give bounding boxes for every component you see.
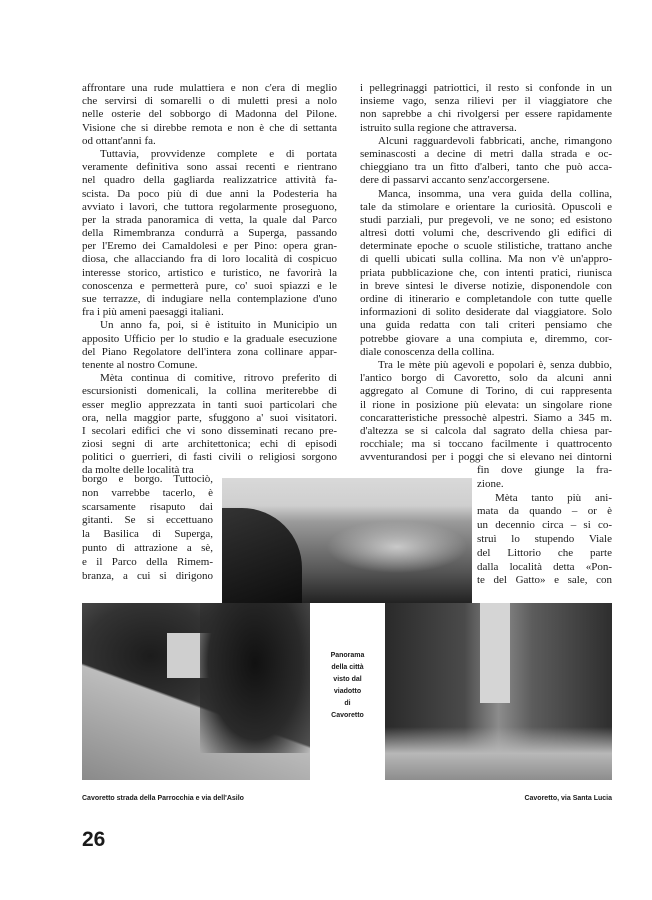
text-line: chieggiano tra un fitto d'alberi, tanto che può acca- xyxy=(360,161,612,174)
text-line: che servirsi di somarelli o di muletti presi a nolo xyxy=(82,95,337,108)
text-line: nelle osterie del sobborgo di Madonna del Pilone. xyxy=(82,108,337,121)
text-line: per la strada panoramica di vetta, la quale dal Parco xyxy=(82,213,337,226)
text-line: i pellegrinaggi patriottici, il resto si confonde in un xyxy=(360,82,612,94)
text-line: ordine di itinerario e completandole con tutte quelle xyxy=(360,293,612,305)
text-line: dalla località detta «Pon- xyxy=(477,560,612,573)
panorama-caption xyxy=(312,650,383,722)
text-line: fra i più ameni paesaggi italiani. xyxy=(82,306,224,319)
text-line: aggregato al Comune di Torino, di cui rappresenta xyxy=(360,385,612,398)
right-narrow-column xyxy=(477,463,612,587)
caption-line: di xyxy=(344,700,351,707)
text-line: non varrebbe tacerlo, è xyxy=(82,486,213,499)
right-column xyxy=(360,82,612,464)
text-line: Mèta tanto più ani- xyxy=(495,491,612,504)
text-line: e il Parco della Rimem- xyxy=(82,555,213,568)
text-line: Tuttavia, provvidenze complete e di portata xyxy=(100,147,337,160)
caption-line: visto dal xyxy=(333,676,362,683)
text-line: il rione in posizione più elevata: un singolare rione xyxy=(360,398,612,411)
text-line: scarsamente risaputo dai xyxy=(82,500,213,513)
text-line: branza, a cui si dirigono xyxy=(82,569,213,582)
text-line: priata pubblicazione che, con intenti pratici, riunisca xyxy=(360,266,612,279)
text-line: Alcuni ragguardevoli fabbricati, anche, rimangono xyxy=(378,134,612,147)
caption-line: Cavoretto xyxy=(331,712,364,719)
text-line: diale conoscenza della collina. xyxy=(360,345,495,358)
text-line: scista. Da poco più di due anni la Podesteria ha xyxy=(82,187,337,200)
text-line: da molte delle località tra xyxy=(82,464,194,477)
text-line: apposito Ufficio per lo studio e la graduale esecuzione xyxy=(82,332,337,345)
text-line: informazioni di solito desiderate dal viaggiatore. Solo xyxy=(360,306,612,319)
text-line: altresì dotti volumi che, descrivendo gli edifici di xyxy=(360,227,612,240)
text-line: rocchiale; ma si toccano facilmente i quattrocento xyxy=(360,438,612,451)
text-line: del Littorio che parte xyxy=(477,546,612,559)
text-line: Visione che si direbbe remota e non è che di settanta xyxy=(82,121,337,134)
text-line: una guida redatta con tali criteri pensiamo che xyxy=(360,319,612,332)
panorama-photo xyxy=(222,478,472,603)
text-line: veramente definitiva sono assai recenti e rientrano xyxy=(82,161,337,174)
text-line: zione. xyxy=(477,477,504,490)
text-line: per l'Eremo dei Camaldolesi e per Pino: opera gran- xyxy=(82,240,337,253)
text-line: struì lo stupendo Viale xyxy=(477,532,612,545)
left-column xyxy=(82,82,337,478)
left-photo-caption: Cavoretto strada della Parrocchia e via dell'Asilo xyxy=(82,795,244,802)
text-line: ora, nella maggior parte, sfuggono a' suoi visitatori. xyxy=(82,411,337,424)
left-narrow-column xyxy=(82,473,213,583)
text-line: te del Gatto» e sale, con xyxy=(477,574,612,587)
text-line: I secolari edifici che vi sono disseminati recano pre- xyxy=(82,424,337,437)
text-line: gitanti. Se si eccettuano xyxy=(82,514,213,527)
text-line: sue terrazze, di indugiare nella contemplazione d'uno xyxy=(82,293,337,305)
text-line: Mèta continua di comitive, ritrovo preferito di xyxy=(100,372,337,385)
text-line: d'altezza se si calcola dal sagrato della chiesa par- xyxy=(360,424,612,437)
text-line: affrontare una rude mulattiera e non c'era di meglio xyxy=(82,82,337,94)
text-line: del Piano Regolatore dell'intera zona collinare appar- xyxy=(82,345,337,358)
street-photo-santa-lucia xyxy=(385,603,612,780)
text-line: interesse storico, artistico e turistico, ne favorirà la xyxy=(82,266,337,279)
text-line: esser meglio apprezzata in tanti suoi particolari che xyxy=(82,398,337,411)
caption-line: Panorama xyxy=(330,652,365,659)
text-line: istruito sulla regione che attraversa. xyxy=(360,121,517,134)
text-line: determinate epoche o scuole stilistiche, trattano anche xyxy=(360,240,612,253)
page-number: 26 xyxy=(82,828,106,851)
text-line: politici o guerrieri, di fasti civili o religiosi sorgono xyxy=(82,451,337,464)
text-line: potrebbe giovare a una compiuta e, diremmo, cor- xyxy=(360,332,612,345)
text-line: della Rimembranza condurrà a Superga, passando xyxy=(82,227,337,240)
text-line: escursionisti domenicali, la collina meriterebbe di xyxy=(82,385,337,398)
text-line: Manca, insomma, una vera guida della collina, xyxy=(378,187,612,200)
text-line: in breve sintesi le diverse notizie, disponendole con xyxy=(360,279,612,292)
text-line: conoscenza e permetterà pure, co' suoi spiazzi e le xyxy=(82,279,337,292)
text-line: di quelli ubicati sulla collina. Ma non v'è un'appro- xyxy=(360,253,612,266)
text-line: punto di attrazione a sè, xyxy=(82,541,213,554)
right-photo-caption: Cavoretto, via Santa Lucia xyxy=(524,795,612,802)
text-line: fin dove giunge la fra- xyxy=(477,464,612,476)
text-line: non saprebbe a chi rivolgersi per essere rapidamente xyxy=(360,108,612,121)
street-photo-parrocchia xyxy=(82,603,310,780)
text-line: avventurandosi per i poggi che si elevano nei dintorni xyxy=(360,451,612,464)
text-line: avviato i lavori, che tuttora regolarmente proseguono, xyxy=(82,200,337,213)
text-line: dere di passarvi accanto senz'accorgersene. xyxy=(360,174,550,187)
text-line: Un anno fa, poi, si è istituito in Municipio un xyxy=(100,319,337,332)
text-line: studi parziali, pur pregevoli, ve ne sono; ed esistono xyxy=(360,213,612,226)
text-line: tale da stimolare e orientare la curiosità. Opuscoli e xyxy=(360,200,612,213)
text-line: diosa, che allacciando fra di loro località di cospicuo xyxy=(82,253,337,266)
text-line: concaratteristiche pressochè alpestri. Siamo a 345 m. xyxy=(360,411,612,424)
text-line: nel quadro della gagliarda realizzatrice attività fa- xyxy=(82,174,337,187)
text-line: seminascosti a decine di metri dalla strada e oc- xyxy=(360,147,612,160)
text-line: tenente al nostro Comune. xyxy=(82,358,198,371)
text-line: mata da quando – or è xyxy=(477,505,612,518)
text-line: od ottant'anni fa. xyxy=(82,134,156,147)
text-line: Tra le mète più agevoli e popolari è, senza dubbio, xyxy=(378,358,612,371)
caption-line: della città xyxy=(331,664,364,671)
text-line: un decennio circa – si co- xyxy=(477,519,612,532)
text-line: ziosi segni di arte architettonica; echi di episodi xyxy=(82,438,337,451)
caption-line: viadotto xyxy=(333,688,362,695)
text-line: l'antico borgo di Cavoretto, solo da alcuni anni xyxy=(360,372,612,385)
text-line: la Basilica di Superga, xyxy=(82,528,213,541)
text-line: insieme vago, senza rilievi per il viaggiatore che xyxy=(360,95,612,108)
text-line: borgo e borgo. Tuttociò, xyxy=(82,473,213,485)
